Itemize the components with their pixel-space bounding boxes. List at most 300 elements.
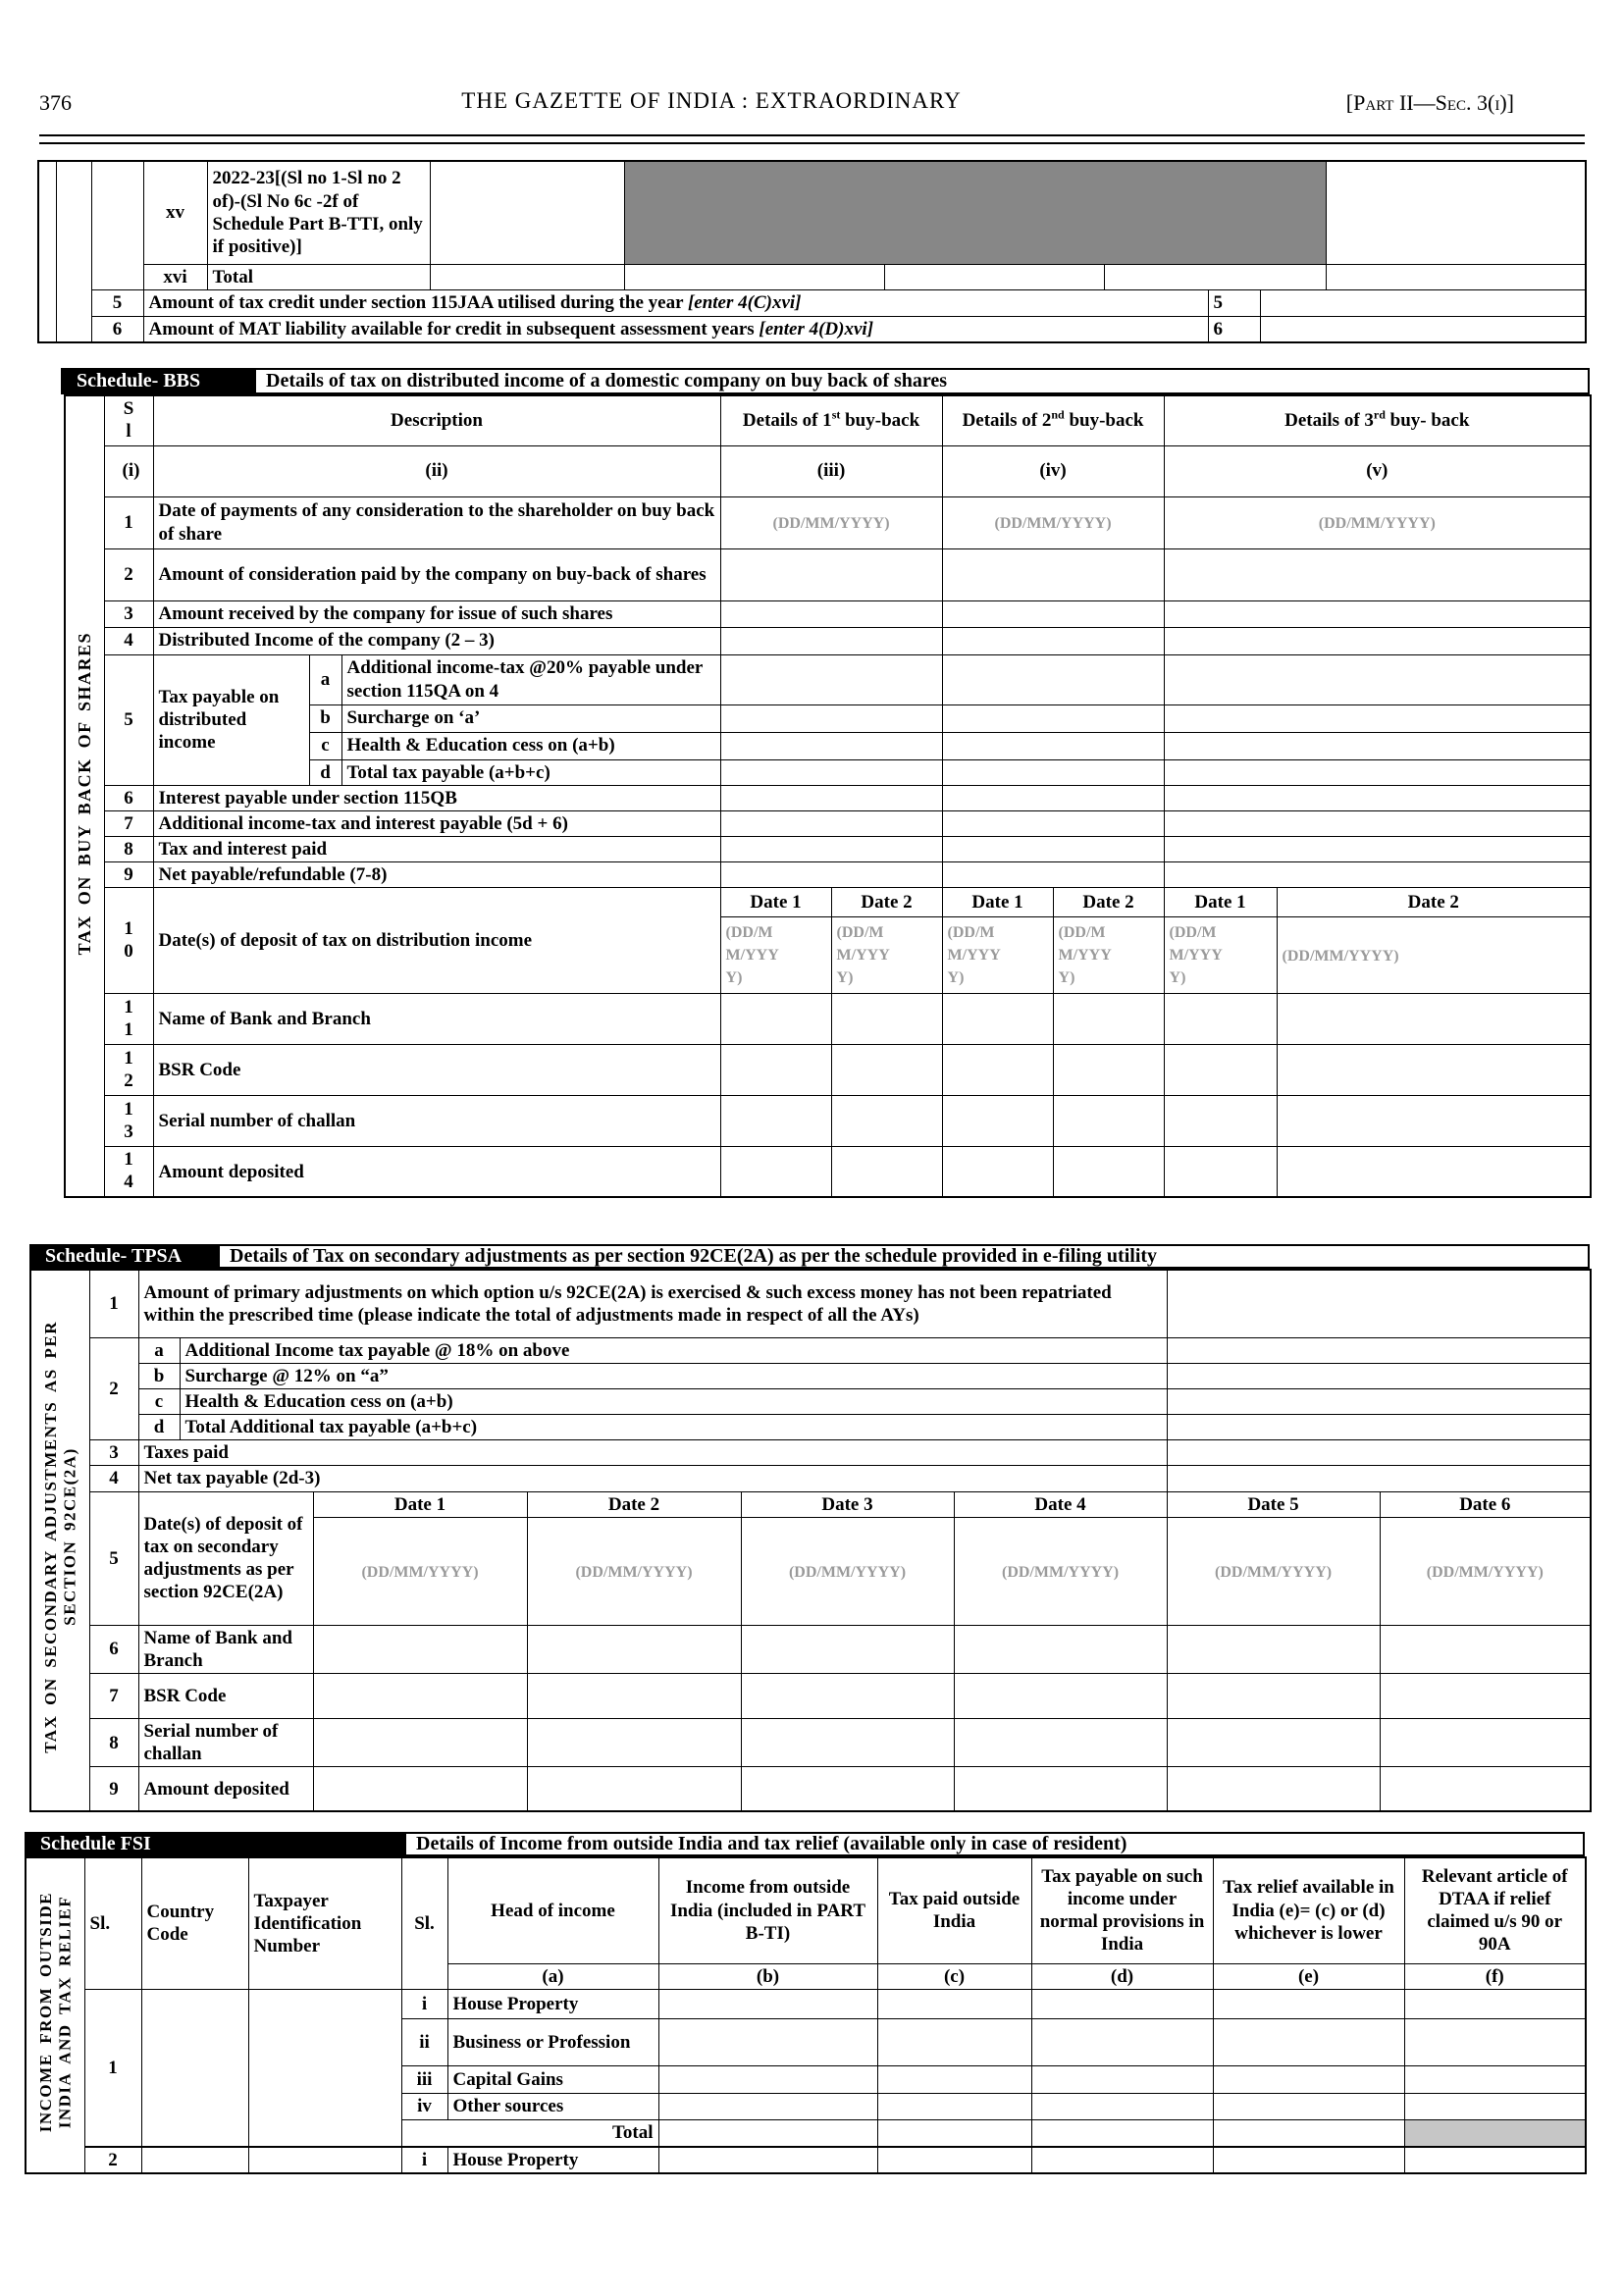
spacer-cell (38, 161, 56, 342)
value-cell (1380, 1767, 1591, 1811)
value-cell (942, 785, 1164, 810)
value-cell (1167, 1625, 1380, 1673)
tpsa-r9-label: Amount deposited (138, 1767, 313, 1811)
bbs-idx-v: (v) (1164, 445, 1591, 496)
row-6-num-cell: 6 (1208, 316, 1260, 342)
value-cell (527, 1674, 741, 1719)
tpsa-r3-sl: 3 (89, 1440, 138, 1466)
bbs-header-row (65, 395, 1591, 445)
value-cell (741, 1767, 954, 1811)
page-section: [Part II—Sec. 3(i)] (1345, 90, 1514, 115)
value-cell (658, 2119, 877, 2147)
schedule-tpsa-header (29, 1244, 1590, 1269)
bbs-r5d-letter: d (309, 759, 341, 785)
tpsa-r6-sl: 6 (89, 1625, 138, 1673)
fsi-r1-iv-label: Other sources (447, 2093, 658, 2119)
fsi-r1-tin-cell (248, 1989, 401, 2147)
value-cell (1167, 1337, 1591, 1363)
bbs-date-col-1: Date 1 (720, 888, 831, 917)
schedule-bbs-header (61, 368, 1590, 394)
tpsa-r7-label: BSR Code (138, 1674, 313, 1719)
bbs-r5c-label: Health & Education cess on (a+b) (341, 732, 720, 759)
bbs-r5c-letter: c (309, 732, 341, 759)
tpsa-r1-label: Amount of primary adjustments on which option u/s 92CE(2A) is exercised & such excess money has not been repatriated within the prescribed time (please indicate the total of adjustments made in respect of all the AYs) (138, 1270, 1167, 1337)
value-cell (1164, 1147, 1277, 1197)
value-cell (954, 1625, 1167, 1673)
value-cell (720, 654, 942, 704)
bbs-row-2 (65, 548, 1591, 600)
value-cell (942, 627, 1164, 654)
bbs-row-11 (65, 994, 1591, 1045)
value-cell (942, 810, 1164, 836)
value-cell (430, 161, 624, 264)
tpsa-row-1 (30, 1270, 1591, 1337)
bbs-r4-label: Distributed Income of the company (2 – 3) (153, 627, 720, 654)
schedule-tpsa-subtitle: Details of Tax on secondary adjustments as per section 92CE(2A) as per the schedule provided in e-filing utility (218, 1246, 1588, 1267)
tpsa-row-3 (30, 1440, 1591, 1466)
tpsa-r4-sl: 4 (89, 1466, 138, 1491)
tpsa-r1-sl: 1 (89, 1270, 138, 1337)
value-cell (720, 704, 942, 732)
bbs-r10-label: Date(s) of deposit of tax on distribution income (153, 888, 720, 994)
value-cell (1031, 2119, 1213, 2147)
date-input-cell: (DD/MM/YYYY) (1167, 1517, 1380, 1625)
value-cell (1164, 994, 1277, 1045)
fsi-r1-i-label: House Property (447, 1989, 658, 2018)
tpsa-r2b-letter: b (138, 1363, 180, 1388)
tpsa-r2d-letter: d (138, 1415, 180, 1440)
tpsa-r9-sl: 9 (89, 1767, 138, 1811)
fsi-col-tax-relief: Tax relief available in India (e)= (c) or (d) whichever is lower (1213, 1857, 1404, 1963)
row-5-index: 5 (91, 289, 143, 316)
schedule-bbs-title: Schedule- BBS (63, 370, 254, 392)
value-cell (720, 837, 942, 862)
bbs-row-5a (65, 654, 1591, 704)
bbs-row-4 (65, 627, 1591, 654)
mat-credit-table-fragment (37, 160, 1587, 343)
fsi-letter-d: (d) (1031, 1963, 1213, 1989)
tpsa-row-8 (30, 1719, 1591, 1767)
value-cell (741, 1674, 954, 1719)
value-cell (527, 1767, 741, 1811)
value-cell (1164, 548, 1591, 600)
value-cell (1167, 1674, 1380, 1719)
value-cell (1277, 994, 1591, 1045)
bbs-r14-sl: 14 (104, 1147, 153, 1197)
value-cell (1167, 1270, 1591, 1337)
fsi-r2-i-label: House Property (447, 2147, 658, 2173)
bbs-r14-label: Amount deposited (153, 1147, 720, 1197)
spacer-cell (91, 161, 143, 289)
value-cell (1213, 2018, 1404, 2065)
value-cell (624, 264, 884, 289)
fsi-col-country-code: Country Code (141, 1857, 248, 1989)
bbs-date-col-3: Date 1 (942, 888, 1053, 917)
row-xvi-label: Total (207, 264, 430, 289)
bbs-r5a-label: Additional income-tax @20% payable under section 115QA on 4 (341, 654, 720, 704)
value-cell (720, 759, 942, 785)
row-5-text: Amount of tax credit under section 115JAA utilised during the year (148, 292, 688, 314)
bbs-r6-label: Interest payable under section 115QB (153, 785, 720, 810)
row-xv-index: xv (143, 161, 207, 264)
fsi-r1-sl: 1 (84, 1989, 141, 2147)
value-cell (1167, 1767, 1380, 1811)
tpsa-r2c-label: Health & Education cess on (a+b) (180, 1388, 1167, 1414)
value-cell (1053, 1147, 1164, 1197)
value-cell (527, 1719, 741, 1767)
value-cell (942, 704, 1164, 732)
value-cell (831, 1096, 942, 1147)
value-cell (658, 2065, 877, 2093)
value-cell (1164, 785, 1591, 810)
fsi-r1-iv-num: iv (401, 2093, 447, 2119)
value-cell (1167, 1415, 1591, 1440)
value-cell (942, 759, 1164, 785)
bbs-col-buyback-1: Details of 1st buy-back (720, 395, 942, 445)
bbs-r13-sl: 13 (104, 1096, 153, 1147)
bbs-col-buyback-3: Details of 3rd buy- back (1164, 395, 1591, 445)
bbs-date-col-4: Date 2 (1053, 888, 1164, 917)
fsi-letter-e: (e) (1213, 1963, 1404, 1989)
date-input-cell: (DD/MM/YYYY) (313, 1517, 527, 1625)
value-cell (1053, 994, 1164, 1045)
tpsa-row-2c (30, 1388, 1591, 1414)
value-cell (1164, 627, 1591, 654)
value-cell (1031, 2093, 1213, 2119)
value-cell (658, 1989, 877, 2018)
fsi-r2-tin-cell (248, 2147, 401, 2173)
fsi-r1-i-num: i (401, 1989, 447, 2018)
value-cell (527, 1625, 741, 1673)
bbs-r5a-letter: a (309, 654, 341, 704)
value-cell (658, 2018, 877, 2065)
value-cell (954, 1674, 1167, 1719)
value-cell (720, 785, 942, 810)
fsi-col-sl2: Sl. (401, 1857, 447, 1989)
value-cell (1213, 2119, 1404, 2147)
date-input-cell: (DD/MM/YYYY) (1277, 917, 1591, 994)
bbs-r5-label: Tax payable on distributed income (153, 654, 309, 785)
value-cell (877, 1989, 1031, 2018)
row-6-label (143, 316, 1208, 342)
tpsa-r2d-label: Total Additional tax payable (a+b+c) (180, 1415, 1167, 1440)
row-5-ref: [enter 4(C)xvi] (687, 292, 802, 314)
value-cell (1031, 2065, 1213, 2093)
value-cell (942, 1147, 1053, 1197)
fsi-letter-f: (f) (1404, 1963, 1586, 1989)
fsi-r2-country-cell (141, 2147, 248, 2173)
spacer-cell (56, 161, 91, 342)
value-cell (877, 2065, 1031, 2093)
fsi-side-label: INCOME FROM OUTSIDE INDIA AND TAX RELIEF (35, 1892, 75, 2133)
value-cell (1167, 1388, 1591, 1414)
bbs-idx-i: (i) (104, 445, 153, 496)
value-cell (1164, 600, 1591, 627)
value-cell (1164, 810, 1591, 836)
tpsa-date-col-2: Date 2 (527, 1491, 741, 1517)
fsi-col-dtaa: Relevant article of DTAA if relief claimed u/s 90 or 90A (1404, 1857, 1586, 1963)
value-cell (942, 1045, 1053, 1096)
fsi-row-1-i (26, 1989, 1586, 2018)
value-cell (720, 627, 942, 654)
value-cell (1164, 704, 1591, 732)
value-cell (1277, 1096, 1591, 1147)
value-cell (1326, 161, 1586, 264)
bbs-date-col-2: Date 2 (831, 888, 942, 917)
tpsa-side-label: TAX ON SECONDARY ADJUSTMENTS AS PER SECTION 92CE(2A) (40, 1321, 79, 1754)
fsi-r1-country-cell (141, 1989, 248, 2147)
tpsa-date-col-4: Date 4 (954, 1491, 1167, 1517)
row-xvi-index: xvi (143, 264, 207, 289)
row-6-text: Amount of MAT liability available for credit in subsequent assessment years (148, 318, 760, 339)
tpsa-row-2d (30, 1415, 1591, 1440)
date-input-cell: (DD/MM/YYYY) (1380, 1517, 1591, 1625)
tpsa-row-2a (30, 1337, 1591, 1363)
fsi-side-label-cell (26, 1857, 84, 2173)
fsi-row-2-i (26, 2147, 1586, 2173)
page-number: 376 (39, 90, 72, 115)
bbs-r8-label: Tax and interest paid (153, 837, 720, 862)
value-cell (942, 1096, 1053, 1147)
value-cell (831, 994, 942, 1045)
tpsa-row-6 (30, 1625, 1591, 1673)
value-cell (1404, 2147, 1586, 2173)
bbs-r13-label: Serial number of challan (153, 1096, 720, 1147)
value-cell (942, 862, 1164, 888)
bbs-r1-label: Date of payments of any consideration to the shareholder on buy back of share (153, 496, 720, 548)
bbs-row-12 (65, 1045, 1591, 1096)
bbs-row-7 (65, 810, 1591, 836)
value-cell (954, 1767, 1167, 1811)
value-cell (1213, 1989, 1404, 2018)
value-cell (1164, 732, 1591, 759)
value-cell (741, 1719, 954, 1767)
value-cell (1277, 1147, 1591, 1197)
tpsa-date-col-1: Date 1 (313, 1491, 527, 1517)
header-rule-top (39, 134, 1585, 136)
bbs-row-8 (65, 837, 1591, 862)
value-cell (954, 1719, 1167, 1767)
row-xvi (38, 264, 1586, 289)
value-cell (1404, 2093, 1586, 2119)
bbs-r12-label: BSR Code (153, 1045, 720, 1096)
value-cell (1326, 264, 1586, 289)
tpsa-r2b-label: Surcharge @ 12% on “a” (180, 1363, 1167, 1388)
fsi-letter-a: (a) (447, 1963, 658, 1989)
value-cell (877, 2093, 1031, 2119)
tpsa-r2c-letter: c (138, 1388, 180, 1414)
bbs-date-col-6: Date 2 (1277, 888, 1591, 917)
value-cell (1213, 2147, 1404, 2173)
tpsa-date-col-5: Date 5 (1167, 1491, 1380, 1517)
bbs-r9-sl: 9 (104, 862, 153, 888)
bbs-r3-sl: 3 (104, 600, 153, 627)
header-rule-bottom (39, 142, 1585, 144)
fsi-r1-ii-label: Business or Profession (447, 2018, 658, 2065)
schedule-fsi-header (25, 1832, 1585, 1856)
value-cell (720, 732, 942, 759)
value-cell (877, 2147, 1031, 2173)
bbs-r9-label: Net payable/refundable (7-8) (153, 862, 720, 888)
value-cell (313, 1625, 527, 1673)
fsi-r2-sl: 2 (84, 2147, 141, 2173)
tpsa-r6-label: Name of Bank and Branch (138, 1625, 313, 1673)
date-input-cell: (DD/MM/YYYY) (954, 1517, 1167, 1625)
tpsa-r8-sl: 8 (89, 1719, 138, 1767)
bbs-r3-label: Amount received by the company for issue of such shares (153, 600, 720, 627)
page-title: THE GAZETTE OF INDIA : EXTRAORDINARY (461, 88, 962, 113)
value-cell (1213, 2065, 1404, 2093)
fsi-header-row (26, 1857, 1586, 1963)
row-6-index: 6 (91, 316, 143, 342)
row-6-ref: [enter 4(D)xvi] (759, 318, 874, 339)
value-cell (720, 600, 942, 627)
tpsa-r2a-letter: a (138, 1337, 180, 1363)
bbs-date-col-5: Date 1 (1164, 888, 1277, 917)
bbs-side-label-cell (65, 395, 104, 1197)
bbs-r6-sl: 6 (104, 785, 153, 810)
value-cell (1164, 1045, 1277, 1096)
tpsa-row-9 (30, 1767, 1591, 1811)
value-cell (877, 2018, 1031, 2065)
schedule-fsi-title: Schedule FSI (26, 1834, 404, 1854)
date-input-cell: (DD/MM/YYYY) (720, 496, 942, 548)
value-cell (720, 810, 942, 836)
tpsa-date-header-row (30, 1491, 1591, 1517)
value-cell (313, 1674, 527, 1719)
value-cell (720, 548, 942, 600)
fsi-letter-c: (c) (877, 1963, 1031, 1989)
value-cell (942, 654, 1164, 704)
bbs-date-header-row (65, 888, 1591, 917)
tpsa-r8-label: Serial number of challan (138, 1719, 313, 1767)
fsi-r1-iii-label: Capital Gains (447, 2065, 658, 2093)
value-cell (658, 2093, 877, 2119)
value-cell (877, 2119, 1031, 2147)
value-cell (1404, 2065, 1586, 2093)
tpsa-r5-sl: 5 (89, 1491, 138, 1625)
row-xv-label: 2022-23[(Sl no 1-Sl no 2 of)-(Sl No 6c -2f of Schedule Part B-TTI, only if positive)] (207, 161, 430, 264)
fsi-col-tax-payable: Tax payable on such income under normal provisions in India (1031, 1857, 1213, 1963)
value-cell (1380, 1719, 1591, 1767)
value-cell (942, 600, 1164, 627)
bbs-idx-iii: (iii) (720, 445, 942, 496)
date-input-cell: (DD/MM/YYYY) (831, 917, 942, 994)
bbs-idx-iv: (iv) (942, 445, 1164, 496)
value-cell (313, 1719, 527, 1767)
bbs-r7-label: Additional income-tax and interest payable (5d + 6) (153, 810, 720, 836)
fsi-col-income-outside: Income from outside India (included in PART B-TI) (658, 1857, 877, 1963)
tpsa-r3-label: Taxes paid (138, 1440, 1167, 1466)
value-cell (1167, 1440, 1591, 1466)
tpsa-r2a-label: Additional Income tax payable @ 18% on above (180, 1337, 1167, 1363)
disabled-gray-cell (1404, 2119, 1586, 2147)
value-cell (942, 548, 1164, 600)
bbs-col-description: Description (153, 395, 720, 445)
fsi-col-tax-paid: Tax paid outside India (877, 1857, 1031, 1963)
bbs-r5d-label: Total tax payable (a+b+c) (341, 759, 720, 785)
bbs-row-13 (65, 1096, 1591, 1147)
fsi-col-sl: Sl. (84, 1857, 141, 1989)
bbs-index-row (65, 445, 1591, 496)
bbs-r2-sl: 2 (104, 548, 153, 600)
value-cell (658, 2147, 877, 2173)
bbs-row-6 (65, 785, 1591, 810)
bbs-r5b-letter: b (309, 704, 341, 732)
schedule-bbs-subtitle: Details of tax on distributed income of a domestic company on buy back of shares (254, 370, 1588, 392)
date-input-cell: (DD/MM/YYYY) (527, 1517, 741, 1625)
value-cell (884, 264, 1104, 289)
bbs-r2-label: Amount of consideration paid by the company on buy-back of shares (153, 548, 720, 600)
date-input-cell: (DD/MM/YYYY) (741, 1517, 954, 1625)
bbs-r11-label: Name of Bank and Branch (153, 994, 720, 1045)
date-input-cell: (DD/MM/YYYY) (942, 496, 1164, 548)
value-cell (720, 1096, 831, 1147)
value-cell (1164, 654, 1591, 704)
value-cell (831, 1045, 942, 1096)
value-cell (1380, 1625, 1591, 1673)
value-cell (831, 1147, 942, 1197)
value-cell (1031, 2147, 1213, 2173)
value-cell (1164, 837, 1591, 862)
row-5-label (143, 289, 1208, 316)
fsi-col-head-of-income: Head of income (447, 1857, 658, 1963)
bbs-col-buyback-2: Details of 2nd buy-back (942, 395, 1164, 445)
value-cell (1164, 1096, 1277, 1147)
row-5-num-cell: 5 (1208, 289, 1260, 316)
fsi-letter-b: (b) (658, 1963, 877, 1989)
value-cell (1053, 1096, 1164, 1147)
tpsa-r5-label: Date(s) of deposit of tax on secondary adjustments as per section 92CE(2A) (138, 1491, 313, 1625)
tpsa-r7-sl: 7 (89, 1674, 138, 1719)
schedule-bbs-table (64, 394, 1592, 1198)
row-5 (38, 289, 1586, 316)
bbs-r7-sl: 7 (104, 810, 153, 836)
date-input-cell: (DD/MM/YYYY) (720, 917, 831, 994)
value-cell (1167, 1363, 1591, 1388)
bbs-row-3 (65, 600, 1591, 627)
bbs-r12-sl: 12 (104, 1045, 153, 1096)
tpsa-date-col-6: Date 6 (1380, 1491, 1591, 1517)
value-cell (313, 1767, 527, 1811)
value-cell (430, 264, 624, 289)
bbs-idx-ii: (ii) (153, 445, 720, 496)
fsi-r1-total-label: Total (401, 2119, 658, 2147)
value-cell (720, 1045, 831, 1096)
schedule-fsi-subtitle: Details of Income from outside India and tax relief (available only in case of resident) (404, 1834, 1583, 1854)
date-input-cell: (DD/MM/YYYY) (1164, 917, 1277, 994)
value-cell (720, 1147, 831, 1197)
bbs-r11-sl: 11 (104, 994, 153, 1045)
value-cell (1404, 1989, 1586, 2018)
row-xv (38, 161, 1586, 264)
bbs-r8-sl: 8 (104, 837, 153, 862)
value-cell (1167, 1466, 1591, 1491)
bbs-col-sl: Sl (104, 395, 153, 445)
value-cell (1380, 1674, 1591, 1719)
value-cell (1031, 1989, 1213, 2018)
bbs-r10-sl: 10 (104, 888, 153, 994)
value-cell (1053, 1045, 1164, 1096)
tpsa-row-4 (30, 1466, 1591, 1491)
value-cell (1213, 2093, 1404, 2119)
bbs-side-label: TAX ON BUY BACK OF SHARES (74, 631, 94, 956)
value-cell (1164, 759, 1591, 785)
bbs-row-1 (65, 496, 1591, 548)
tpsa-row-7 (30, 1674, 1591, 1719)
bbs-r1-sl: 1 (104, 496, 153, 548)
disabled-gray-cell (624, 161, 1326, 264)
